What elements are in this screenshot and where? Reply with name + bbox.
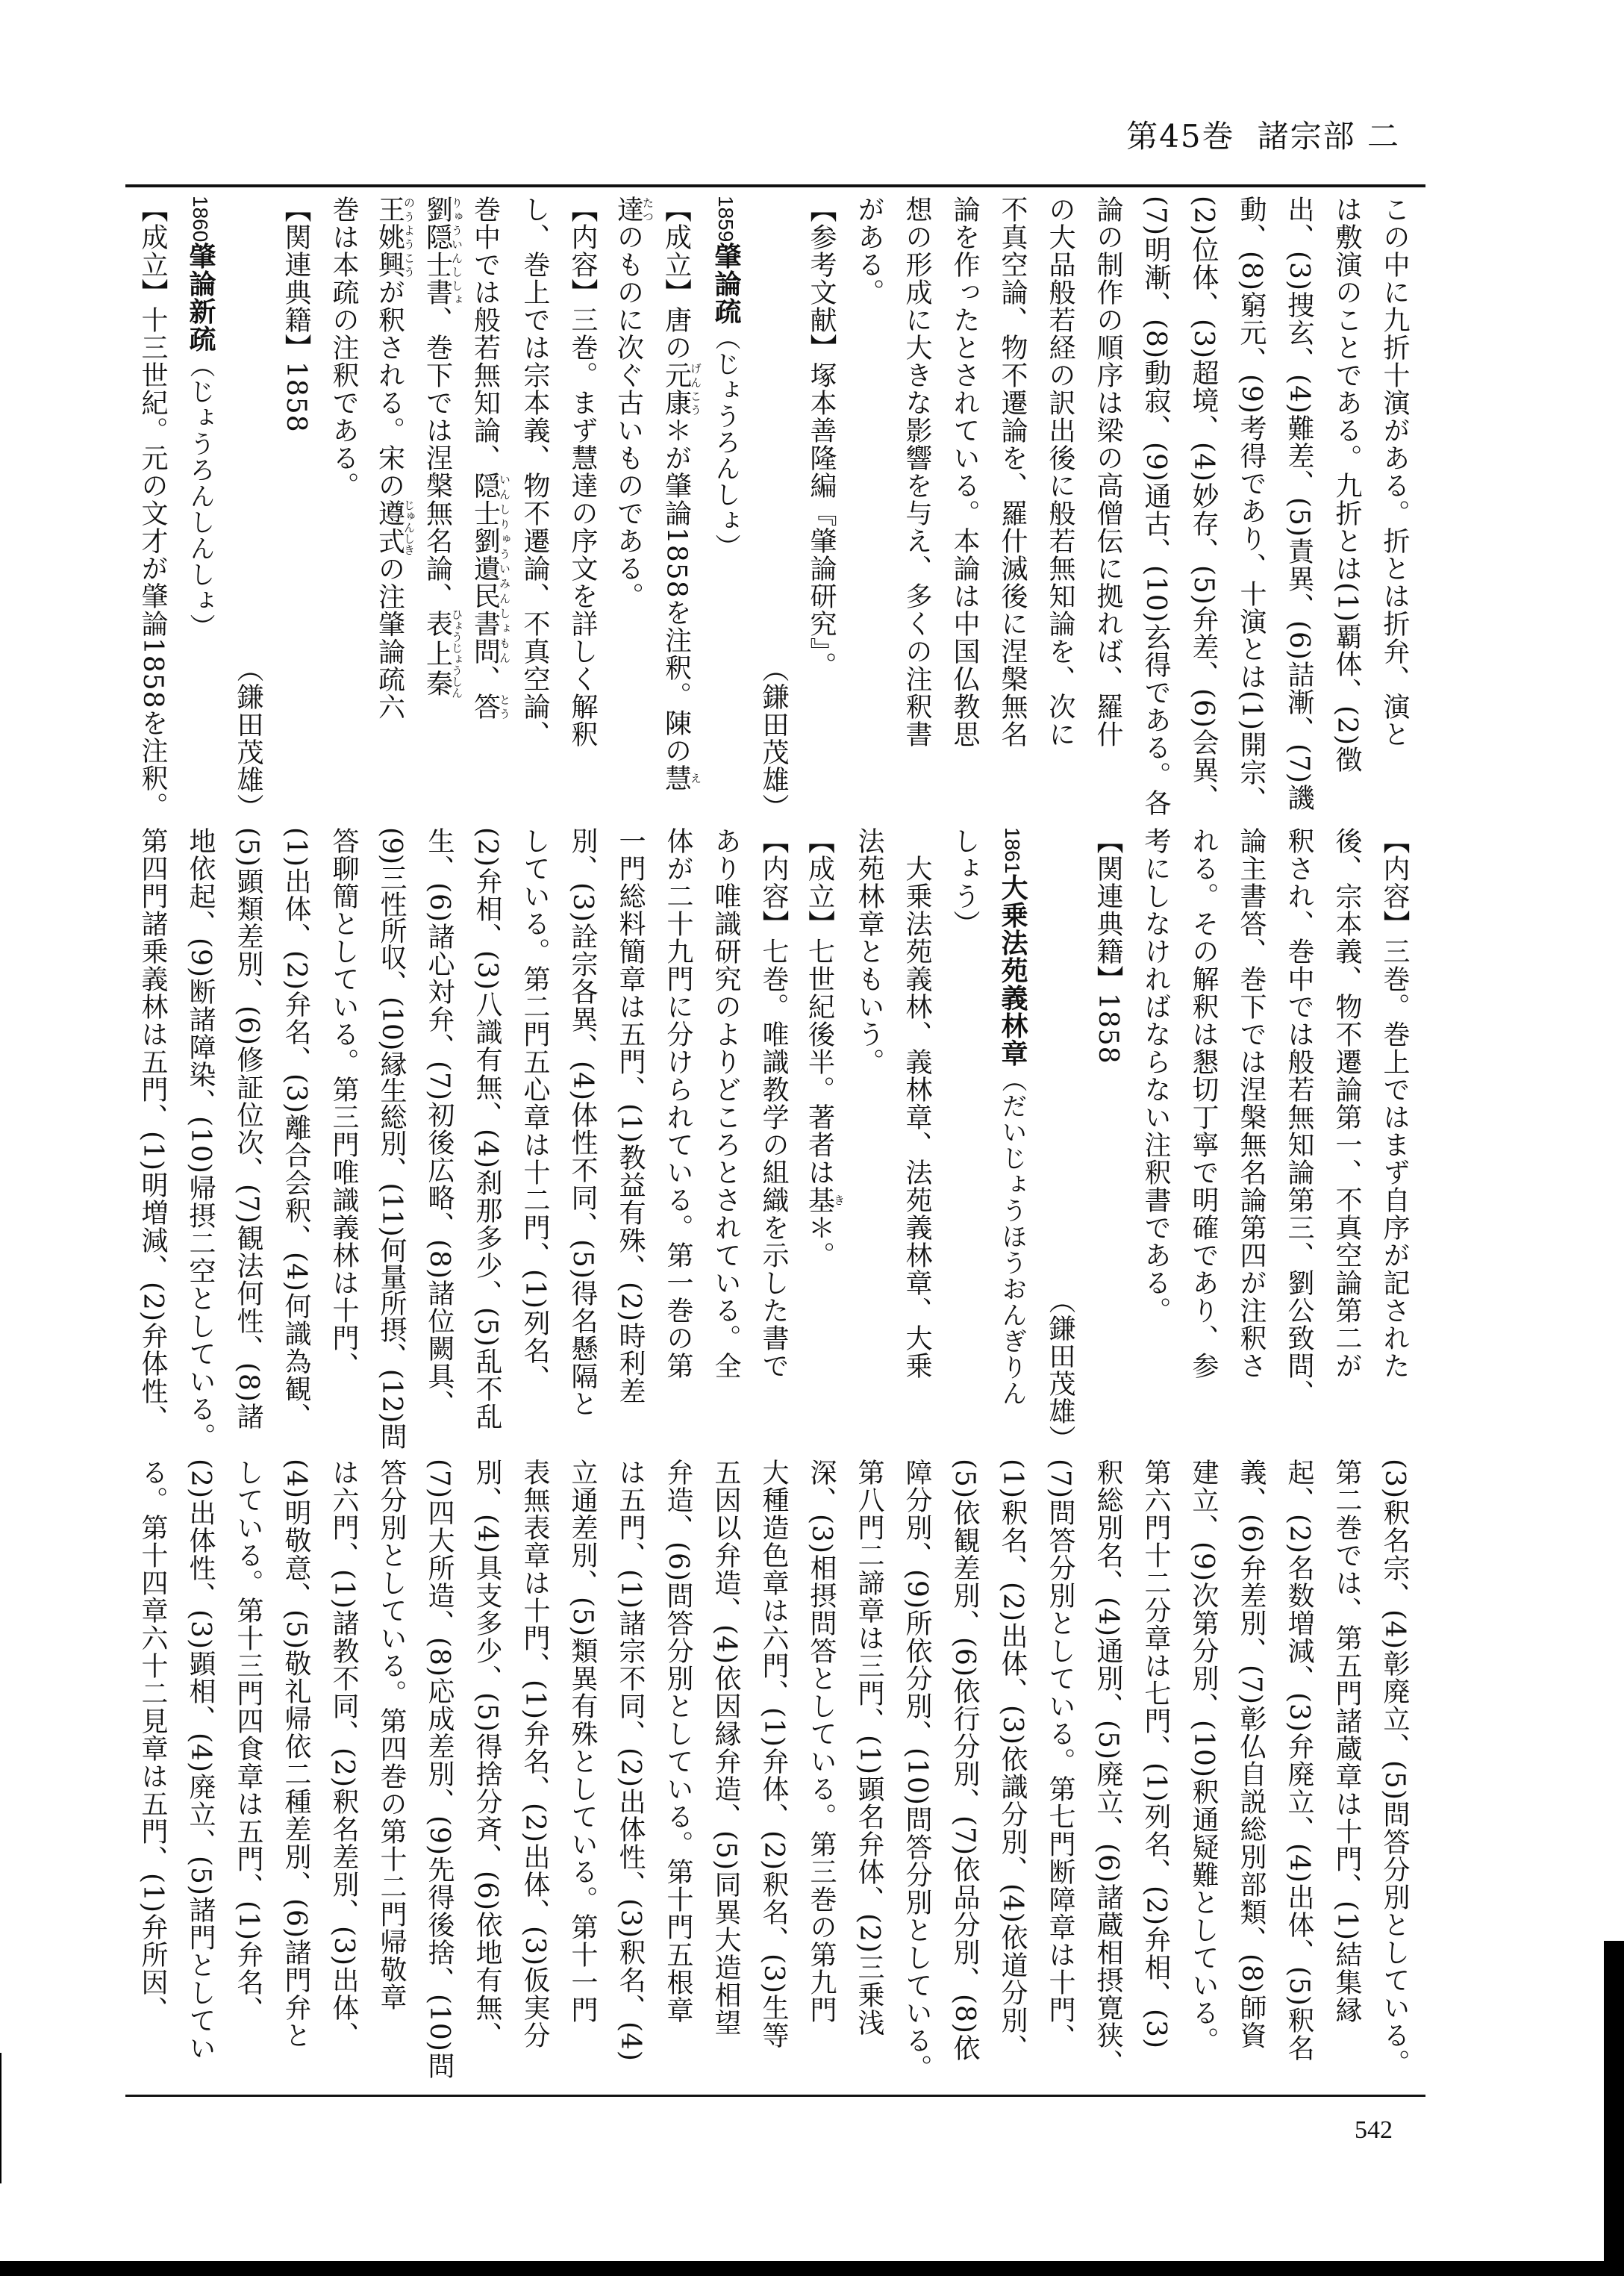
text-column: 第六門十二分章は七門、(1)列名、(2)弁相、(3) (1140, 1459, 1171, 2049)
text-column: 大種造色章は六門、(1)弁体、(2)釈名、(3)生等 (758, 1459, 789, 2049)
text-column: 【成立】十三世紀。元の文才が肇論1858を注釈。 (137, 196, 168, 820)
text-segment: 、巻下では涅槃無名論、 (422, 306, 453, 610)
text-column: 【内容】七巻。唯識教学の組織を示した書で (758, 827, 789, 1379)
text-column: (1)出体、(2)弁名、(3)離合会釈、(4)何識為観、 (281, 827, 311, 1430)
text-segment: ＊。 (804, 1214, 835, 1269)
text-column (606, 196, 654, 821)
scan-edge-bottom (0, 2261, 1624, 2276)
text-column: 立通差別、(5)類異有殊としている。第十一門 (567, 1459, 598, 2024)
text-column: (4)明敬意、(5)敬礼帰依二種差別、(6)諸門弁と (281, 1459, 311, 2049)
furigana-word (613, 196, 655, 223)
ruby-reading: ひょうじょうしん (450, 608, 463, 699)
text-segment: 、 (469, 665, 501, 693)
text-column: 論主書答、巻下では涅槃無名論第四が注釈さ (1236, 827, 1267, 1379)
text-column: 第四門諸乗義林は五門、(1)明増減、(2)弁体性、 (137, 827, 168, 1432)
text-column: 【参考文献】塚本善隆編『肇論研究』。 (806, 196, 837, 679)
ruby-reading: いんしりゅういみんしょもん (498, 472, 511, 665)
text-segment: 【成立】唐の (660, 196, 692, 361)
text-column: 体が二十九門に分けられている。第一巻の第 (663, 827, 693, 1379)
text-column: 出、(3)捜玄、(4)難差、(5)責異、(6)詰漸、(7)譏 (1284, 196, 1314, 811)
text-segment: ＊が肇論1858を注釈。陳の (660, 417, 692, 764)
header-rule (125, 184, 1425, 187)
entry-number: 1861 (1001, 827, 1024, 874)
furigana-word (660, 361, 702, 417)
furigana-word (469, 472, 511, 665)
furigana-word (660, 764, 702, 792)
ruby-reading: え (689, 764, 702, 792)
text-column: は五門、(1)諸宗不同、(2)出体性、(3)釈名、(4) (615, 1459, 646, 2062)
text-column: している。第十三門四食章は五門、(1)弁名、 (233, 1459, 263, 2024)
entry-heading (702, 196, 749, 821)
ruby-base: 基 (804, 1186, 835, 1214)
text-column: 起、(2)名数増減、(3)弁廃立、(4)出体、(5)釈名 (1284, 1459, 1314, 2062)
scan-edge-left (0, 2053, 1, 2183)
text-column (797, 827, 845, 1453)
entry-number: 1859 (714, 196, 737, 243)
ruby-reading: たつ (641, 196, 655, 223)
author-signature (1036, 827, 1084, 1453)
ruby-reading: き (832, 1186, 846, 1214)
text-column: 大乗法苑義林、義林章、法苑義林章、大乗 (902, 827, 932, 1379)
text-column: しょう） (949, 827, 980, 938)
furigana-word (422, 196, 463, 306)
ruby-base: 達 (613, 196, 644, 223)
text-column: (7)明漸、(8)動寂、(9)通古、(10)玄得である。各 (1140, 196, 1171, 817)
ruby-base: 答 (469, 693, 501, 720)
furigana-word (374, 499, 416, 555)
entry-reading: （だいじょうほうおんぎりん (997, 1067, 1027, 1407)
text-column: の大品般若経の訳出後に般若無知論を、次に (1045, 196, 1075, 748)
text-column: (5)顕類差別、(6)修証位次、(7)観法何性、(8)諸 (233, 827, 263, 1430)
text-segment: （鎌田茂雄） (1045, 1287, 1075, 1453)
text-column: (1)釈名、(2)出体、(3)依識分別、(4)依道分別、 (997, 1459, 1028, 2062)
furigana-word (374, 196, 416, 278)
footer-rule (125, 2095, 1425, 2097)
text-column: は敷演のことである。九折とは(1)覇体、(2)徴 (1331, 196, 1362, 773)
page-number: 542 (1355, 2116, 1393, 2144)
text-segment: （鎌田茂雄） (233, 655, 263, 821)
entry-title: 肇論新疏 (185, 242, 216, 353)
entry-heading (988, 827, 1036, 1453)
ruby-base: 表上秦 (422, 608, 453, 699)
text-column: 法苑林章ともいう。 (854, 827, 884, 1076)
ruby-base: 元康 (660, 361, 692, 417)
text-segment: （鎌田茂雄） (758, 655, 789, 821)
entry-title: 肇論疏 (710, 242, 741, 325)
ruby-base: 隠士劉遺民書問 (469, 472, 501, 665)
author-signature (749, 196, 797, 821)
text-column: 建立、(9)次第分別、(10)釈通疑難としている。 (1188, 1459, 1219, 2054)
text-column: (3)釈名宗、(4)彰廃立、(5)問答分別としている。 (1379, 1459, 1410, 2077)
entry-title: 大乗法苑義林章 (997, 873, 1028, 1067)
text-column: 弁造、(6)問答分別としている。第十門五根章 (663, 1459, 693, 2024)
text-column: 障分別、(9)所依分別、(10)問答分別としている。 (902, 1459, 932, 2082)
text-column: 動、(8)窮元、(9)考得であり、十演とは(1)開宗、 (1236, 196, 1267, 814)
text-column: 考にしなければならない注釈書である。 (1140, 827, 1171, 1324)
furigana-word (422, 608, 463, 699)
text-column: 巻は本疏の注釈である。 (328, 196, 359, 499)
ruby-base: 王姚興 (374, 196, 405, 278)
ruby-base: 遵式 (374, 499, 405, 555)
entry-reading: （じょうろんしんしょ） (185, 352, 215, 640)
entry-reading: （じょうろんしょ） (710, 325, 740, 561)
text-column: 論の制作の順序は梁の高僧伝に拠れば、羅什 (1093, 196, 1123, 748)
text-column: 想の形成に大きな影響を与え、多くの注釈書 (902, 196, 932, 748)
entry-heading (176, 196, 224, 821)
text-column: (2)弁相、(3)八識有無、(4)刹那多少、(5)乱不乱 (472, 827, 502, 1430)
text-column: がある。 (854, 196, 884, 306)
running-header (1126, 112, 1400, 157)
text-column: 【関連典籍】1858 (281, 196, 311, 433)
text-column: 釈され、巻中では般若無知論第三、劉公致問、 (1284, 827, 1314, 1407)
ruby-reading: げんこう (689, 361, 702, 417)
text-column: 【内容】三巻。まず慧達の序文を詳しく解釈 (567, 196, 598, 748)
text-column: 後、宗本義、物不遷論第一、不真空論第二が (1331, 827, 1362, 1379)
text-column: し、巻上では宗本義、物不遷論、不真空論、 (519, 196, 550, 748)
scan-edge-right (1604, 1941, 1624, 2276)
middle-tier (128, 827, 1418, 1453)
text-column: (2)出体性、(3)顕相、(4)廃立、(5)諸門としてい (185, 1459, 216, 2062)
text-segment: が釈される。宋の (374, 278, 405, 499)
text-column: 義、(6)弁差別、(7)彰仏自説総別部類、(8)師資 (1236, 1459, 1267, 2049)
text-segment: のものに次ぐ古いものである。 (613, 223, 644, 610)
ruby-reading: じゅんしき (402, 499, 416, 555)
lower-tier (128, 1459, 1418, 2084)
text-column: 一門総料簡章は五門、(1)教益有殊、(2)時利差 (615, 827, 646, 1405)
text-segment: の注肇論疏六 (374, 555, 405, 721)
furigana-word (469, 693, 511, 720)
text-column: 五因以弁造、(4)依因縁弁造、(5)同異大造相望 (710, 1459, 741, 2036)
text-column (367, 196, 415, 821)
text-column: (9)三性所収、(10)縁生総別、(11)何量所摂、(12)問 (376, 827, 407, 1450)
text-segment: 巻中では般若無知論、 (469, 196, 501, 472)
text-column: 生、(6)諸心対弁、(7)初後広略、(8)諸位闕具、 (424, 827, 455, 1418)
text-column: この中に九折十演がある。折とは折弁、演と (1379, 196, 1410, 748)
section-label: 諸宗部 二 (1257, 118, 1400, 155)
text-column: (7)四大所造、(8)応成差別、(9)先得後捨、(10)問 (424, 1459, 455, 2080)
text-column (463, 196, 510, 821)
entry-number: 1860 (189, 196, 212, 243)
text-column: (5)依観差別、(6)依行分別、(7)依品分別、(8)依 (949, 1459, 980, 2062)
text-segment: 【成立】七世紀後半。著者は (804, 827, 835, 1186)
ruby-base: 劉隠士書 (422, 196, 453, 306)
furigana-word (804, 1186, 846, 1214)
text-column: 地依起、(9)断諸障染、(10)帰摂二空としている。 (185, 827, 216, 1450)
volume-label: 第45巻 (1126, 118, 1235, 155)
ruby-base: 慧 (660, 764, 692, 792)
text-column: 第二巻では、第五門諸蔵章は十門、(1)結集縁 (1331, 1459, 1362, 2024)
author-signature (224, 196, 272, 821)
text-column: 釈総別名、(4)通別、(5)廃立、(6)諸蔵相摂寛狭、 (1093, 1459, 1123, 2077)
text-column: 表無表章は十門、(1)弁名、(2)出体、(3)仮実分 (519, 1459, 550, 2049)
text-column: している。第二門五心章は十二門、(1)列名、 (519, 827, 550, 1392)
text-column: 【関連典籍】1858 (1093, 827, 1123, 1064)
text-column: 答分別としている。第四巻の第十二門帰敬章 (376, 1459, 407, 2011)
text-column: 深、(3)相摂問答としている。第三巻の第九門 (806, 1459, 837, 2024)
upper-tier (128, 196, 1418, 821)
text-column: あり唯識研究のよりどころとされている。全 (710, 827, 741, 1379)
text-column (654, 196, 702, 821)
ruby-reading: とう (498, 693, 511, 720)
text-column: は六門、(1)諸教不同、(2)釈名差別、(3)出体、 (328, 1459, 359, 2049)
text-column: 第八門二諦章は三門、(1)顕名弁体、(2)三乗浅 (854, 1459, 884, 2036)
text-column: (7)問答分別としている。第七門断障章は十門、 (1045, 1459, 1075, 2051)
text-column: 論を作ったとされている。本論は中国仏教思 (949, 196, 980, 748)
text-column: 別、(3)詮宗各異、(4)体性不同、(5)得名懸隔と (567, 827, 598, 1418)
text-column: 別、(4)具支多少、(5)得捨分斉、(6)依地有無、 (472, 1459, 502, 2049)
text-column: 【内容】三巻。巻上ではまず自序が記された (1379, 827, 1410, 1379)
text-column (415, 196, 463, 821)
ruby-reading: のうようこう (402, 196, 416, 278)
text-column: る。第十四章六十二見章は五門、(1)弁所因、 (137, 1459, 168, 2024)
text-column: 答聊簡としている。第三門唯識義林は十門、 (328, 827, 359, 1379)
text-column: 不真空論、物不遷論を、羅什滅後に涅槃無名 (997, 196, 1028, 748)
text-column: れる。その解釈は懇切丁寧で明確であり、参 (1188, 827, 1219, 1379)
text-column: (2)位体、(3)超境、(4)妙存、(5)弁差、(6)会異、 (1188, 196, 1219, 811)
ruby-reading: りゅういんししょ (450, 196, 463, 306)
